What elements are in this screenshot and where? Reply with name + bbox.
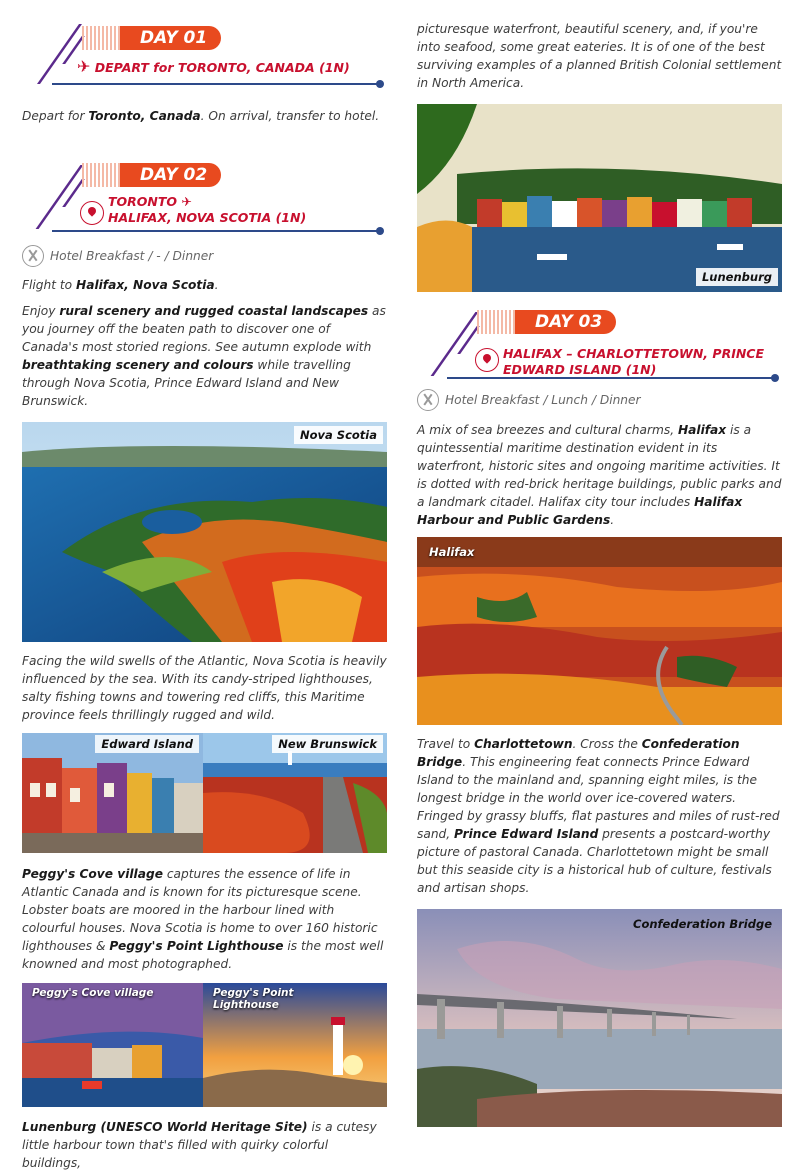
airplane-icon: ✈ bbox=[181, 194, 192, 209]
cutlery-icon bbox=[22, 245, 44, 267]
peggys-point-lighthouse-photo bbox=[203, 983, 387, 1107]
lunenburg-illustration bbox=[417, 104, 782, 292]
location-pin-icon bbox=[80, 201, 104, 225]
cutlery-icon bbox=[417, 389, 439, 411]
peggys-cove-village-photo bbox=[22, 983, 203, 1107]
nova-scotia-photo bbox=[22, 422, 387, 642]
peggys-cove-photos bbox=[22, 983, 387, 1107]
lunenburg-caption: Lunenburg bbox=[696, 268, 778, 286]
day02-route: TORONTO ✈ HALIFAX, NOVA SCOTIA (1N) bbox=[108, 194, 307, 225]
edward-island-caption: Edward Island bbox=[95, 735, 199, 753]
new-brunswick-photo bbox=[203, 733, 387, 853]
halifax-photo bbox=[417, 537, 782, 725]
day03-meals: Hotel Breakfast / Lunch / Dinner bbox=[417, 389, 782, 411]
peggys-cove-description: Peggy's Cove village captures the essence of life in Atlantic Canada and is known for its picturesque scene. Lobster boats are moored in the harbour lined with colourful houses. Nova Scotia is home to over 160 historic lighthouses & Peggy's Point Lighthouse is the most well knowned and most photographed. bbox=[22, 867, 384, 971]
nova-scotia-caption: Nova Scotia bbox=[294, 426, 383, 444]
peggys-cove-village-caption: Peggy's Cove village bbox=[32, 987, 154, 999]
charlottetown-description: Travel to Charlottetown. Cross the Confederation Bridge. This engineering feat connects Prince Edward Island to the mainland and, spanning eight miles, is the longest bridge in the world over ice-covered waters. Fringed by grassy bluffs, flat pastures and miles of rust-red sand, Prince Edward Island presents a postcard-worthy picture of pastoral Canada. Charlottetown might be small but this seaside city is a historical hub of culture, festivals and artisan shops. bbox=[417, 737, 780, 895]
island-brunswick-photos bbox=[22, 733, 387, 853]
day03-badge: DAY 03 bbox=[515, 310, 616, 334]
nova-scotia-illustration bbox=[22, 422, 387, 642]
day02-badge: DAY 02 bbox=[120, 163, 221, 187]
day01-description: Depart for Toronto, Canada. On arrival, transfer to hotel. bbox=[22, 109, 380, 123]
day02-divider bbox=[52, 230, 380, 232]
day01-badge: DAY 01 bbox=[120, 26, 221, 50]
day01-header bbox=[22, 20, 387, 95]
airplane-icon: ✈ bbox=[77, 57, 91, 76]
confederation-bridge-illustration bbox=[417, 909, 782, 1127]
peggys-point-lighthouse-caption: Peggy's Point Lighthouse bbox=[213, 987, 294, 1011]
day03-divider bbox=[447, 377, 775, 379]
day01-route: ✈ DEPART for TORONTO, CANADA (1N) bbox=[77, 57, 350, 76]
lunenburg-photo bbox=[417, 104, 782, 292]
nova-scotia-description: Facing the wild swells of the Atlantic, Nova Scotia is heavily influenced by the sea. With its candy-striped lighthouses, salty fishing towns and towering red cliffs, this Maritime province feels thrillingly rugged and wild. bbox=[22, 654, 387, 722]
halifax-illustration bbox=[417, 537, 782, 725]
confederation-bridge-caption: Confederation Bridge bbox=[633, 917, 772, 931]
day03-route: HALIFAX – CHARLOTTETOWN, PRINCE EDWARD ISLAND (1N) bbox=[503, 346, 765, 377]
new-brunswick-caption: New Brunswick bbox=[272, 735, 383, 753]
location-pin-icon bbox=[475, 348, 499, 372]
day03-header bbox=[417, 308, 782, 383]
left-column bbox=[22, 0, 387, 1172]
confederation-bridge-photo bbox=[417, 909, 782, 1127]
day02-meals: Hotel Breakfast / - / Dinner bbox=[22, 245, 387, 267]
lunenburg-description-continued: picturesque waterfront, beautiful scenery, and, if you're into seafood, some great eateries. It is of one of the best surviving examples of a planned British Colonial settlement in North America. bbox=[417, 22, 782, 90]
day02-header bbox=[22, 161, 387, 236]
peggys-cove-village-illustration bbox=[22, 983, 203, 1107]
halifax-caption: Halifax bbox=[429, 545, 475, 559]
lunenburg-description: Lunenburg (UNESCO World Heritage Site) is a cutesy little harbour town that's filled with quirky colorful buildings, bbox=[22, 1120, 377, 1170]
right-column bbox=[417, 0, 782, 1127]
day01-divider bbox=[52, 83, 380, 85]
halifax-description: A mix of sea breezes and cultural charms, Halifax is a quintessential maritime destination evident in its waterfront, historic sites and ongoing maritime activities. It is dotted with red-brick heritage buildings, public parks and a landmark citadel. Halifax city tour includes Halifax Harbour and Public Gardens. bbox=[417, 423, 782, 527]
edward-island-photo bbox=[22, 733, 203, 853]
day02-intro: Enjoy rural scenery and rugged coastal landscapes as you journey off the beaten path to discover one of Canada's most storied regions. See autumn explode with breathtaking scenery and colours while travelling through Nova Scotia, Prince Edward Island and New Brunswick. bbox=[22, 304, 386, 408]
day02-flight: Flight to Halifax, Nova Scotia. bbox=[22, 278, 219, 292]
